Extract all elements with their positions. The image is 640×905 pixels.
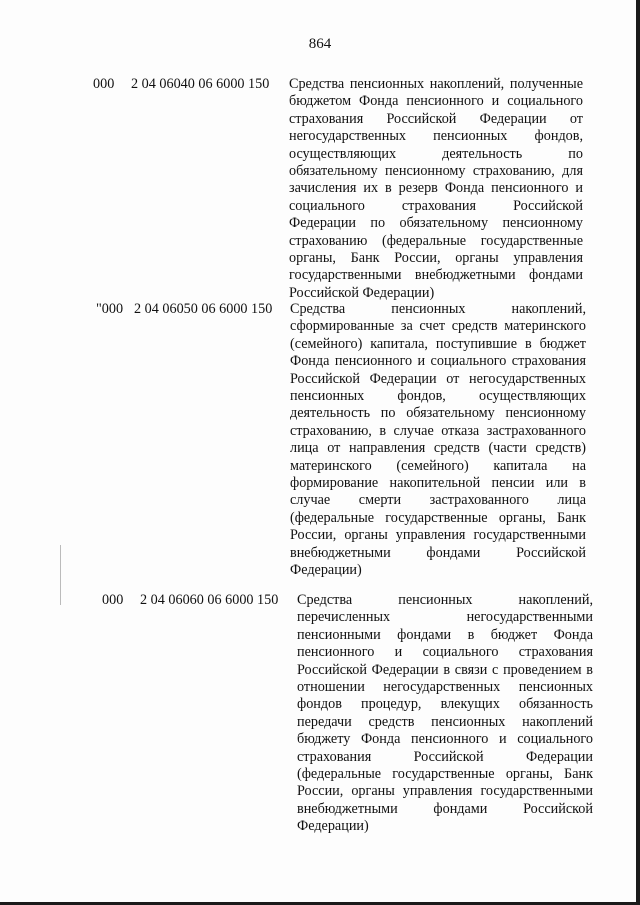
admin-code: 000 bbox=[102, 592, 124, 608]
page-number: 864 bbox=[308, 36, 332, 52]
admin-code: 000 bbox=[93, 76, 115, 92]
income-description: Средства пенсионных накоплений, перечисленных негосударственными пенсионными фондами в бюджет Фонда пенсионного и социального страхования Российской Федерации в связи с проведением в отношении негосударственных пенсионных фондов процедур, влекущих обязанность передачи средств пенсионных накоплений бюджету Фонда пенсионного и социального страхования Российской Федерации (федеральные государственные органы, Банк России, органы управления государственными внебюджетными фондами Российской Федерации) bbox=[297, 592, 593, 835]
kbk-code: 2 04 06060 06 6000 150 bbox=[140, 592, 279, 608]
scan-edge-right bbox=[636, 0, 640, 905]
income-description: Средства пенсионных накоплений, сформированные за счет средств материнского (семейного) капитала, поступившие в бюджет Фонда пенсионного и социального страхования Российской Федерации от негосударственных пенсионных фондов, осуществляющих деятельность по обязательному пенсионному страхованию, в случае отказа застрахованного лица от направления средств (части средств) материнского (семейного) капитала на формирование накопительной пенсии или в случае смерти застрахованного лица (федеральные государственные органы, Банк России, органы управления государственными внебюджетными фондами Российской Федерации) bbox=[290, 301, 586, 579]
kbk-code: 2 04 06050 06 6000 150 bbox=[134, 301, 273, 317]
kbk-code: 2 04 06040 06 6000 150 bbox=[131, 76, 270, 92]
income-description: Средства пенсионных накоплений, полученные бюджетом Фонда пенсионного и социального страхования Российской Федерации от негосударственных пенсионных фондов, осуществляющих деятельность по обязательному пенсионному страхованию, для зачисления их в резерв Фонда пенсионного и социального страхования Российской Федерации по обязательному пенсионному страхованию (федеральные государственные органы, Банк России, органы управления государственными внебюджетными фондами Российской Федерации) bbox=[289, 76, 583, 301]
scan-artifact-line bbox=[60, 545, 61, 605]
admin-code: "000 bbox=[96, 301, 124, 317]
